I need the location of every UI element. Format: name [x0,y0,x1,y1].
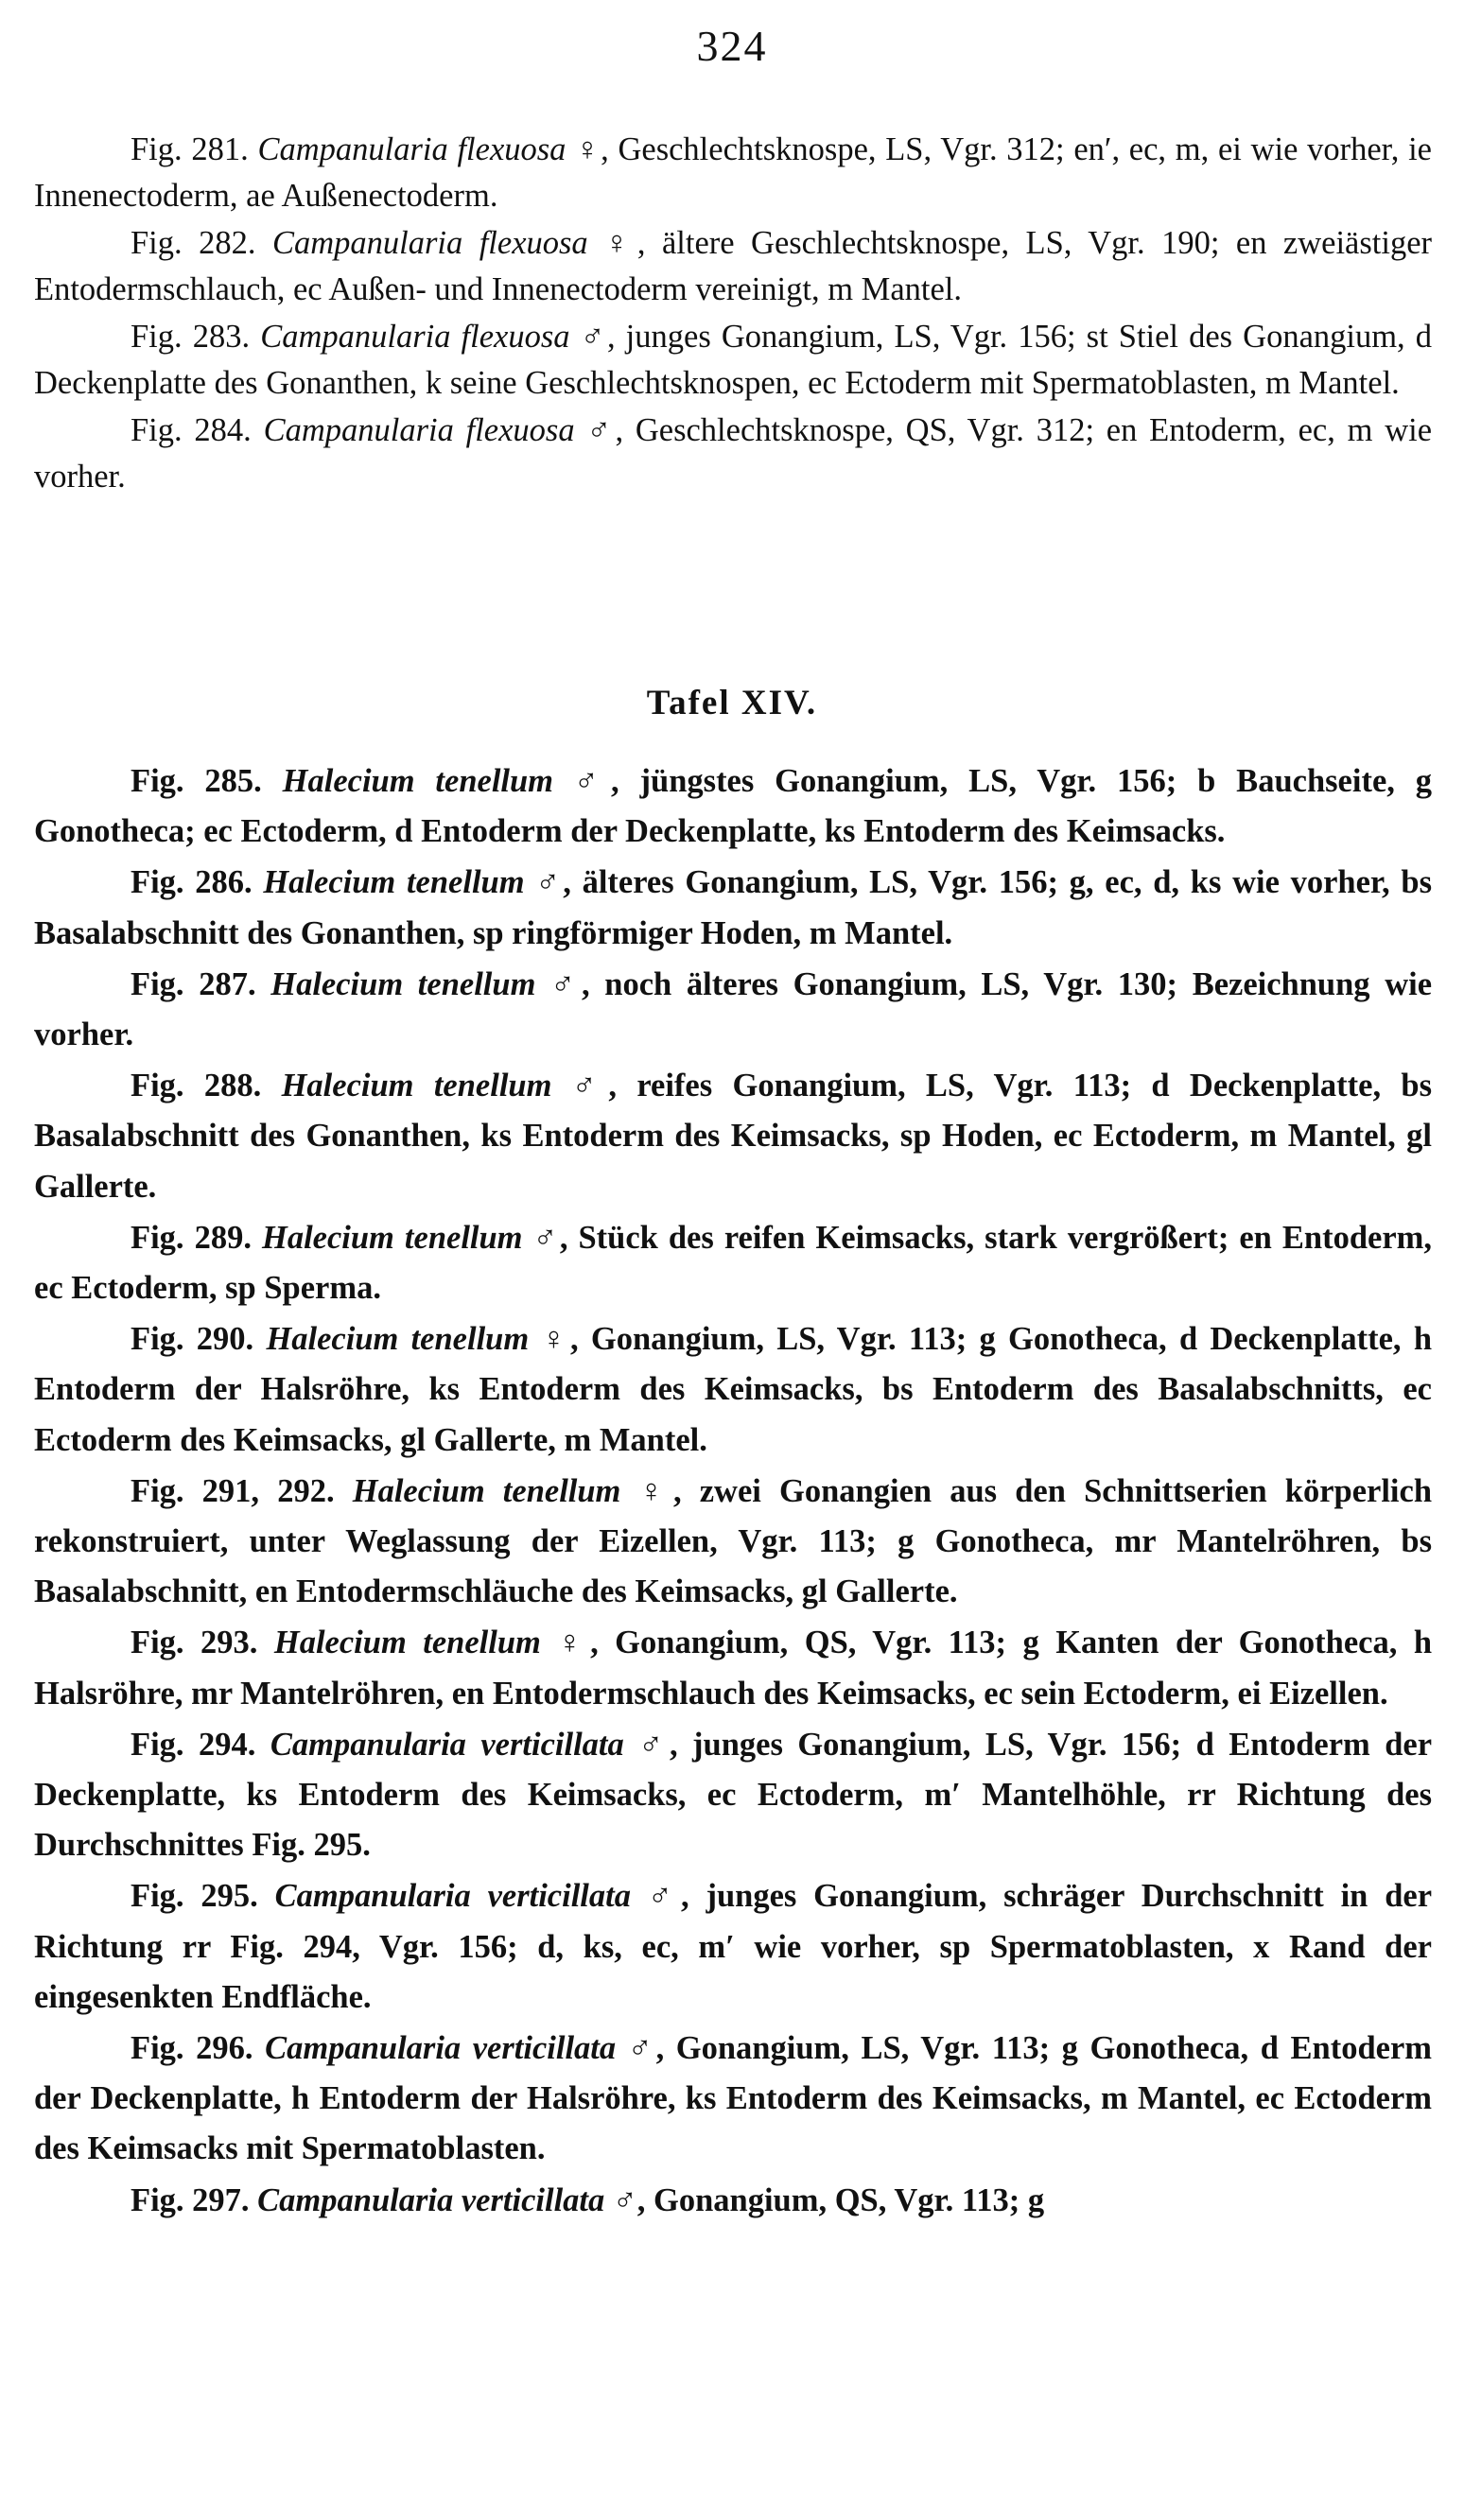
figure-number: Fig. 289. [131,1219,252,1256]
figure-number: Fig. 281. [131,131,249,167]
sex-symbol: ♂ [571,1068,609,1104]
figure-legend-entry [34,2024,1432,2175]
figure-legend-entry [34,314,1432,407]
sex-symbol: ♂ [647,1878,681,1915]
legend-text: , Gonangium, LS, Vgr. 113; g Gonotheca, d Deckenplatte, h Entoderm der Halsröhre, ks Entoderm des Keimsacks, bs Entoderm des Basalabschnitts, ec Ectoderm des Keimsacks, gl Gallerte, m Mantel. [34,1321,1433,1458]
species-name: Campanularia verticillata [265,2030,617,2067]
sex-symbol: ♀ [638,1472,673,1509]
species-name: Campanularia verticillata [257,2181,605,2218]
legend-text: , junges Gonangium, schräger Durchschnitt in der Richtung rr Fig. 294, Vgr. 156; d, ks, ec, m′ wie vorher, sp Spermatoblasten, x Rand der eingesenkten Endfläche. [34,1878,1433,2015]
figure-legend-entry [34,1618,1432,1718]
sex-symbol: ♂ [535,864,564,901]
figure-legend-entry [34,408,1432,500]
sex-symbol: ♂ [586,412,616,448]
figure-legend-block-upper [34,127,1432,500]
page-number: 324 [696,22,768,70]
figure-number: Fig. 288. [131,1068,262,1104]
figure-number: Fig. 294. [131,1726,256,1763]
figure-legend-entry [34,960,1432,1060]
figure-legend-entry [34,1720,1432,1871]
sex-symbol: ♂ [612,2181,637,2218]
sex-symbol: ♂ [638,1726,670,1763]
figure-number: Fig. 287. [131,965,256,1002]
species-name: Campanularia flexuosa [260,319,570,355]
figure-legend-entry [34,756,1432,857]
species-name: Halecium tenellum [281,1068,552,1104]
figure-number: Fig. 283. [131,319,251,355]
legend-text: , älteres Gonangium, LS, Vgr. 156; g, ec, d, ks wie vorher, bs Basalabschnitt des Gonanthen, sp ringförmiger Hoden, m Mantel. [34,864,1433,951]
plate-heading: Tafel XIV. [646,684,818,722]
sex-symbol: ♀ [604,225,637,261]
legend-text: , junges Gonangium, LS, Vgr. 156; d Entoderm der Deckenplatte, ks Entoderm des Keimsacks, ec Ectoderm, m′ Mantelhöhle, rr Richtung des Durchschnittes Fig. 295. [34,1726,1433,1864]
figure-legend-entry [34,1314,1432,1466]
sex-symbol: ♀ [575,131,601,167]
figure-number: Fig. 295. [131,1878,258,1915]
figure-number: Fig. 293. [131,1625,258,1661]
figure-number: Fig. 284. [131,412,252,448]
species-name: Halecium tenellum [282,763,554,799]
legend-text: , Gonangium, QS, Vgr. 113; g Kanten der Gonotheca, h Halsröhre, mr Mantelröhren, en Entodermschlauch des Keimsacks, ec sein Ectoderm, ei Eizellen. [34,1625,1433,1712]
legend-text: , Geschlechtsknospe, QS, Vgr. 312; en Entoderm, ec, m wie vorher. [34,412,1433,495]
legend-text: , Gonangium, LS, Vgr. 113; g Gonotheca, d Entoderm der Deckenplatte, h Entoderm der Halsröhre, ks Entoderm des Keimsacks, m Mantel, ec Ectoderm des Keimsacks mit Spermatoblasten. [34,2030,1433,2167]
figure-number: Fig. 285. [131,763,262,799]
figure-number: Fig. 297. [131,2181,250,2218]
legend-text: , reifes Gonangium, LS, Vgr. 113; d Deckenplatte, bs Basalabschnitt des Gonanthen, ks Entoderm des Keimsacks, sp Hoden, ec Ectoderm, m Mantel, gl Gallerte. [34,1068,1433,1205]
figure-legend-entry [34,127,1432,219]
figure-legend-entry [34,1871,1432,2023]
figure-number: Fig. 291, 292. [131,1472,335,1509]
species-name: Campanularia flexuosa [263,412,575,448]
figure-legend-entry [34,858,1432,958]
species-name: Halecium tenellum [263,864,525,901]
legend-text: , junges Gonangium, LS, Vgr. 156; st Stiel des Gonangium, d Deckenplatte des Gonanthen, k seine Geschlechtsknospen, ec Ectoderm mit Spermatoblasten, m Mantel. [34,319,1433,401]
figure-legend-entry [34,1467,1432,1618]
figure-number: Fig. 290. [131,1321,254,1358]
species-name: Campanularia flexuosa [271,225,588,261]
figure-number: Fig. 296. [131,2030,253,2067]
species-name: Campanularia verticillata [274,1878,631,1915]
species-name: Halecium tenellum [270,965,536,1002]
sex-symbol: ♀ [557,1625,591,1661]
figure-legend-block-plate-xiv [34,756,1432,2226]
figure-legend-entry [34,1213,1432,1313]
legend-text: , Geschlechtsknospe, LS, Vgr. 312; en′, ec, m, ei wie vorher, ie Innenectoderm, ae Außenectoderm. [34,131,1432,214]
species-name: Halecium tenellum [273,1625,541,1661]
sex-symbol: ♂ [573,763,612,799]
sex-symbol: ♂ [580,319,607,355]
legend-text: , Gonangium, QS, Vgr. 113; g [636,2181,1045,2218]
species-name: Campanularia verticillata [270,1726,624,1763]
sex-symbol: ♂ [550,965,582,1002]
species-name: Halecium tenellum [266,1321,530,1358]
legend-text: , noch älteres Gonangium, LS, Vgr. 130; Bezeichnung wie vorher. [34,965,1433,1053]
figure-legend-entry [34,220,1432,313]
sex-symbol: ♂ [532,1219,560,1256]
species-name: Campanularia flexuosa [257,131,566,167]
figure-number: Fig. 282. [131,225,256,261]
figure-number: Fig. 286. [131,864,253,901]
legend-text: , jüngstes Gonangium, LS, Vgr. 156; b Bauchseite, g Gonotheca; ec Ectoderm, d Entoderm der Deckenplatte, ks Entoderm des Keimsacks. [34,763,1433,850]
figure-legend-entry [34,1061,1432,1212]
legend-text: , zwei Gonangien aus den Schnittserien körperlich rekonstruiert, unter Weglassung der Eizellen, Vgr. 113; g Gonotheca, mr Mantelröhren, bs Basalabschnitt, en Entodermschläuche des Keimsacks, gl Gallerte. [34,1472,1433,1610]
species-name: Halecium tenellum [352,1472,621,1509]
legend-text: , ältere Geschlechtsknospe, LS, Vgr. 190; en zweiästiger Entodermschlauch, ec Außen- und Innenectoderm vereinigt, m Mantel. [34,225,1433,307]
sex-symbol: ♂ [627,2030,656,2067]
figure-legend-entry [34,2176,1432,2226]
species-name: Halecium tenellum [261,1219,523,1256]
legend-text: , Stück des reifen Keimsacks, stark vergrößert; en Entoderm, ec Ectoderm, sp Sperma. [34,1219,1433,1307]
sex-symbol: ♀ [541,1321,570,1358]
